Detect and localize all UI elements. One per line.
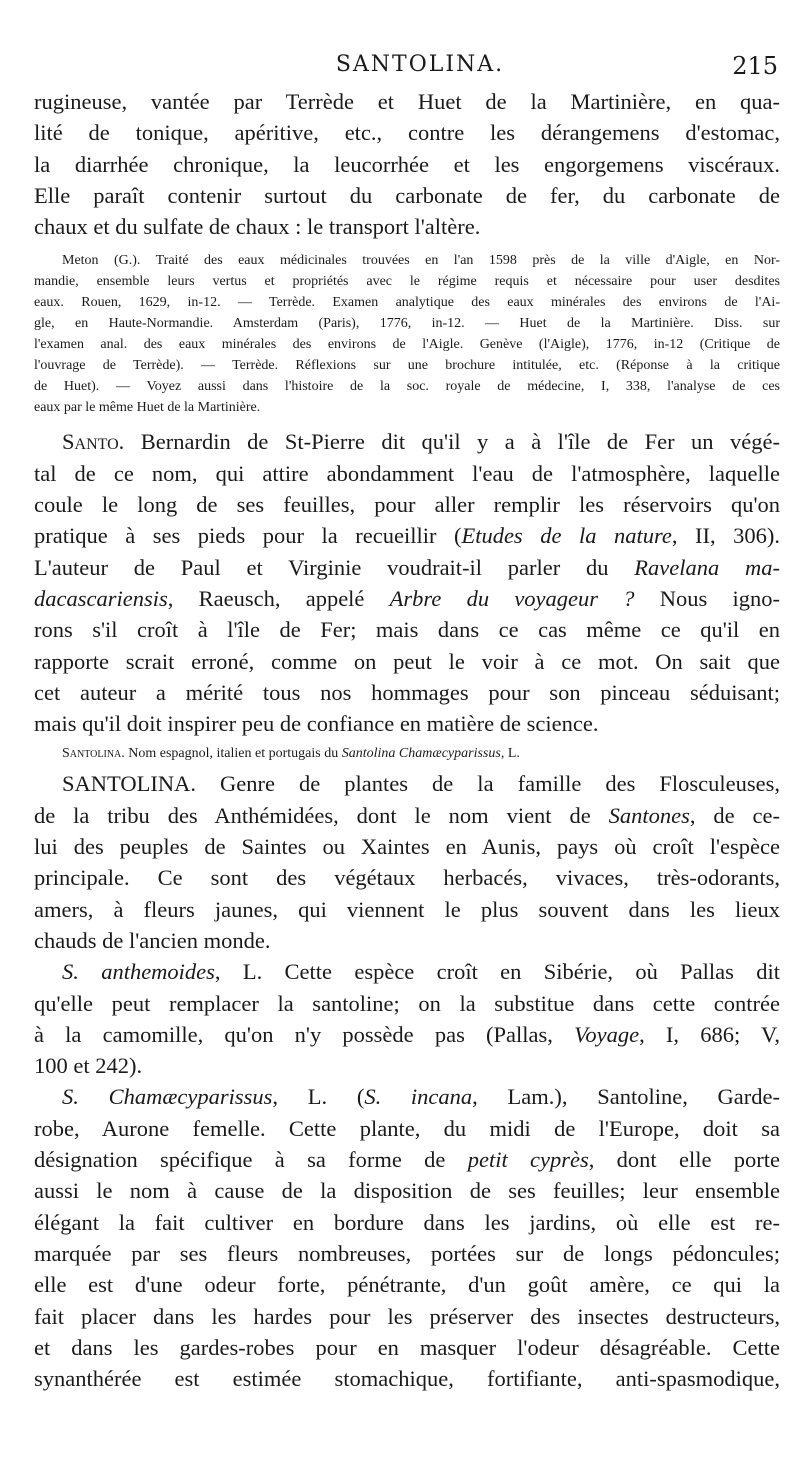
text-line: tal de ce nom, qui attire abondamment l'eau de l'atmosphère, laquelle <box>34 460 780 486</box>
entry-santolina <box>34 768 780 956</box>
text-line: lui des peuples de Saintes ou Xaintes en Aunis, pays où croît l'espèce <box>34 834 780 860</box>
text-line: dacascariensis, Raeusch, appelé Arbre du voyageur ? Nous igno- <box>34 585 781 611</box>
text-line: S. anthemoides, L. Cette espèce croît en Sibérie, où Pallas dit <box>62 959 780 985</box>
note-line: eaux. Rouen, 1629, in-12. — Terrède. Examen analytique des eaux minérales des environs de l'Ai- <box>34 295 780 311</box>
text-line: SANTOLINA. Genre de plantes de la famille des Flosculeuses, <box>62 771 780 797</box>
species-chamaecyparissus <box>34 1081 780 1394</box>
text-line: chauds de l'ancien monde. <box>34 927 271 953</box>
text-line: Santo. Bernardin de St-Pierre dit qu'il y a à l'île de Fer un végé- <box>62 429 780 455</box>
text-line: rapporte scrait erroné, comme on peut le voir à ce mot. On sait que <box>34 648 780 674</box>
entry-santo <box>34 426 780 739</box>
entry-term: Santo. <box>62 429 125 455</box>
text-line: Elle paraît contenir surtout du carbonate de fer, du carbonate de <box>34 182 780 208</box>
note-line: gle, en Haute-Normandie. Amsterdam (Paris), 1776, in-12. — Huet de la Martinière. Diss. sur <box>34 316 780 332</box>
text-line: chaux et du sulfate de chaux : le transport l'altère. <box>34 214 481 240</box>
text-line: synanthérée est estimée stomachique, fortifiante, anti-spasmodique, <box>34 1366 780 1392</box>
text-line: élégant la fait cultiver en bordure dans les jardins, où elle est re- <box>34 1209 780 1235</box>
text-line: elle est d'une odeur forte, pénétrante, d'un goût amère, ce qui la <box>34 1272 780 1298</box>
text-line: aussi le nom à cause de la disposition de ses feuilles; leur ensemble <box>34 1178 780 1204</box>
text-line: S. Chamæcyparissus, L. (S. incana, Lam.), Santoline, Garde- <box>62 1084 780 1110</box>
text-line: la diarrhée chronique, la leucorrhée et les engorgemens viscéraux. <box>34 151 780 177</box>
species-name: S. Chamæcyparissus <box>62 1084 273 1110</box>
citation-title: Etudes de la nature <box>461 523 672 549</box>
note-line: l'examen anal. des eaux minérales des environs de l'Aigle. Genève (l'Aigle), 1776, in-12 (Critique de <box>34 337 780 353</box>
note-line: Meton (G.). Traité des eaux médicinales trouvées en l'an 1598 près de la ville d'Aigle, en Nor- <box>62 253 780 269</box>
page-body <box>34 86 780 1394</box>
text-line: rons s'il croît à l'île de Fer; mais dans ce cas même ce qu'il en <box>34 617 780 643</box>
text-line: qu'elle peut remplacer la santoline; on la substitue dans cette contrée <box>34 990 780 1016</box>
running-title: SANTOLINA. <box>335 52 505 77</box>
species-name: S. anthemoides <box>62 959 215 985</box>
text-line: et dans les gardes-robes pour en masquer l'odeur désagréable. Cette <box>34 1334 780 1360</box>
text-line: marquée par ses fleurs nombreuses, portées sur de longs pédoncules; <box>34 1240 780 1266</box>
paragraph-continuation <box>34 86 780 242</box>
note-line: l'ouvrage de Terrède). — Terrède. Réflexions sur une brochure intitulée, etc. (Réponse à la critique <box>34 358 780 374</box>
text-line: lité de tonique, apéritive, etc., contre les dérangemens d'estomac, <box>34 120 780 146</box>
text-line: désignation spécifique à sa forme de petit cyprès, dont elle porte <box>34 1147 780 1173</box>
text-line: L'auteur de Paul et Virginie voudrait-il parler du Ravelana ma- <box>34 554 780 580</box>
text-line: amers, à fleurs jaunes, qui viennent le plus souvent dans les lieux <box>34 896 780 922</box>
text-line: fait placer dans les hardes pour les préserver des insectes destructeurs, <box>34 1303 780 1329</box>
text-line: robe, Aurone femelle. Cette plante, du midi de l'Europe, doit sa <box>34 1115 780 1141</box>
text-line: rugineuse, vantée par Terrède et Huet de la Martinière, en qua- <box>34 89 780 114</box>
running-head <box>0 52 800 82</box>
text-line: principale. Ce sont des végétaux herbacés, vivaces, très-odorants, <box>34 865 780 891</box>
text-line: cet auteur a mérité tous nos hommages pour son pinceau séduisant; <box>34 679 780 705</box>
text-line: de la tribu des Anthémidées, dont le nom vient de Santones, de ce- <box>34 802 781 828</box>
note-line: de Huet). — Voyez aussi dans l'histoire de la soc. royale de médecine, I, 338, l'analyse de ces <box>34 379 780 395</box>
text-line: pratique à ses pieds pour la recueillir (Etudes de la nature, II, 306). <box>34 523 780 549</box>
page-number: 215 <box>732 52 778 80</box>
text-line: à la camomille, qu'on n'y possède pas (Pallas, Voyage, I, 686; V, <box>34 1021 781 1047</box>
note-line: eaux par le même Huet de la Martinière. <box>34 400 261 416</box>
text-line: mais qu'il doit inspirer peu de confiance en matière de science. <box>34 711 599 737</box>
bibliography-note <box>34 250 780 418</box>
species-anthemoides <box>34 956 780 1081</box>
etymology-note <box>34 743 780 764</box>
text-line: coule le long de ses feuilles, pour aller remplir les réservoirs qu'on <box>34 492 780 518</box>
note-line: Santolina. Nom espagnol, italien et portugais du Santolina Chamæcyparissus, L. <box>62 746 520 762</box>
note-line: mandie, ensemble leurs vertus et propriétés avec le régime requis et nécessaire pour user desdites <box>34 274 780 290</box>
text-line: 100 et 242). <box>34 1053 143 1079</box>
